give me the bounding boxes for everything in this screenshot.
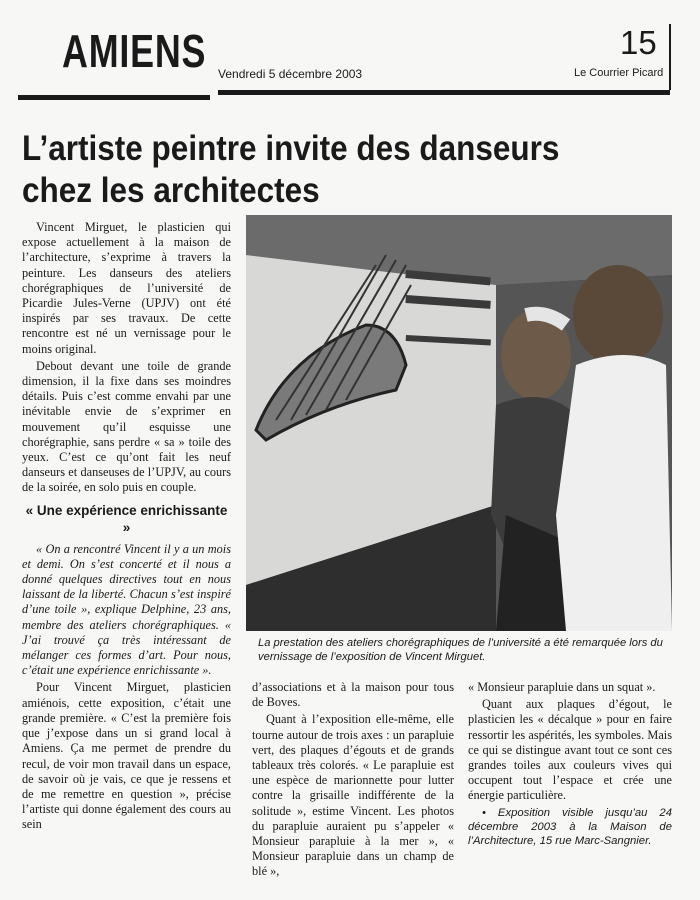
section-title: AMIENS — [62, 25, 207, 77]
headline: L’artiste peintre invite des danseurs chez les architectes — [22, 129, 560, 210]
article-photo — [246, 215, 672, 631]
paragraph: Quant aux plaques d’égout, le plasticien les « décalque » pour en faire ressortir les aspérités, les symboles. Mais ce qui se distingue avant tout ce sont ces grandes toiles aux couleurs vives qui occupent tout l’espace et crée une énergie particulière. — [468, 697, 672, 803]
paragraph: d’associations et à la maison pour tous de Boves. — [252, 680, 454, 710]
paragraph: Debout devant une toile de grande dimension, il la fixe dans ses moindres détails. Puis c’est comme envahi par une inévitable envie de s’exprimer en mouvement qu’il esquisse une chorégraphie, sans perdre « sa » toile des yeux. C’est ce qu’ont fait les neuf danseurs et danseuses de l’UPJV, au cours de la soirée, en solo puis en couple. — [22, 358, 231, 495]
paragraph-quote: « On a rencontré Vincent il y a un mois et demi. On s’est concerté et il nous a donné quelques directives tout en nous laissant de la liberté. Chacun s’est inspiré d’une toile », explique Delphine, 23 ans, membre des ateliers chorégraphiques. « J’ai trouvé ça très intéressant de mélanger ces formes d’art. Pour nous, c’était une expérience enrichissante ». — [22, 541, 231, 678]
masthead-divider — [669, 24, 671, 90]
masthead-rule-right — [218, 90, 670, 95]
page-number: 15 — [620, 24, 657, 61]
publication-name: Le Courrier Picard — [574, 67, 664, 79]
photo-caption: La prestation des ateliers chorégraphiques de l’université a été remarquée lors du vernissage de l’exposition de Vincent Mirguet. — [258, 637, 663, 663]
paragraph: « Monsieur parapluie dans un squat ». — [468, 680, 656, 694]
masthead-rule-left — [18, 95, 210, 100]
article-column-1 — [22, 220, 231, 833]
article-column-3 — [468, 680, 672, 848]
paragraph: Pour Vincent Mirguet, plasticien amiénois, cette exposition, c’était une grande première. « C’est la première fois que j’expose dans un si grand local à Amiens. Ça me permet de prendre du recul, de voir mon travail dans un espace, de savoir où je vais, ce que je ressens et de me remettre en question », précise l’artiste qui donne également des cours au sein — [22, 680, 231, 832]
publication-date: Vendredi 5 décembre 2003 — [218, 67, 363, 81]
subheading: « Une expérience enrichissante » — [25, 502, 228, 535]
article-column-2 — [252, 680, 454, 880]
paragraph: Vincent Mirguet, le plasticien qui expose actuellement à la maison de l’architecture, s’exprime à travers la peinture. Les danseurs des ateliers chorégraphiques de l’université de Picardie Jules-Verne (UPJV) ont été inspirés par ses travaux. De cette rencontre est né un vernissage pour le moins original. — [22, 220, 231, 356]
exhibition-info: • Exposition visible jusqu’au 24 décembre 2003 à la Maison de l’Architecture, 15 rue Marc-Sangnier. — [468, 806, 672, 847]
paragraph: Quant à l’exposition elle-même, elle tourne autour de trois axes : un parapluie vert, des plaques d’égouts et de grands tableaux très colorés. « Le parapluie est une espèce de marionnette pour lutter contre la grisaille indifférente de la solitude », estime Vincent. Les photos du parapluie auraient pu s’appeler « Monsieur parapluie à la mer », « Monsieur parapluie dans un champ de blé », — [252, 712, 454, 879]
